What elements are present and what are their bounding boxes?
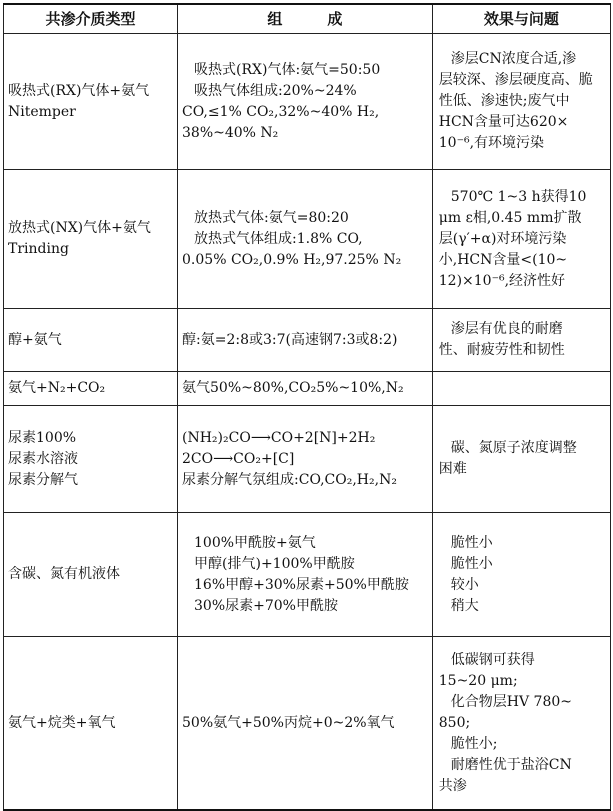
cell-line: 脆性小; (450, 735, 498, 752)
cell-line: 放热式(NX)气体+氨气 (8, 220, 151, 236)
cell-line: 850; (438, 714, 471, 731)
media-type-cell (4, 406, 178, 513)
cell-line: HCN含量可达620× (438, 114, 569, 130)
cell-line: 层较深、渗层硬度高、脆 (438, 72, 593, 88)
cell-line: 醇:氨=2:8或3:7(高速钢7:3或8:2) (182, 331, 398, 348)
cell-line: 小,HCN含量<(10~ (438, 251, 568, 268)
cell-line: 氨气+烷类+氧气 (8, 714, 116, 731)
cell-line: 氨气50%~80%,CO₂5%~10%,N₂ (182, 380, 404, 396)
cell-line: 15~20 μm; (438, 672, 518, 689)
header-effect: 效果与问题 (432, 4, 610, 34)
cell-line: 性、耐疲劳性和韧性 (438, 342, 565, 358)
cell-line: 放热式气体组成:1.8% CO, (194, 230, 363, 247)
cell-line: 尿素分解气氛组成:CO,CO₂,H₂,N₂ (182, 471, 397, 488)
cell-line: Nitemper (8, 103, 76, 120)
cell-line: 化合物层HV 780~ (450, 693, 572, 710)
cell-line: 含碳、氮有机液体 (8, 566, 120, 582)
cell-line: 570℃ 1~3 h获得10 (450, 188, 587, 205)
composition-cell (178, 170, 433, 309)
header-row (4, 4, 611, 34)
effect-cell (432, 406, 610, 513)
table-row (4, 637, 611, 811)
table-row (4, 372, 611, 406)
effect-cell (432, 170, 610, 309)
cell-line: 较小 (450, 576, 479, 593)
composition-cell (178, 637, 433, 811)
effect-cell (432, 513, 610, 637)
cell-line: 尿素分解气 (8, 471, 78, 488)
cell-line: CO,≤1% CO₂,32%~40% H₂, (182, 103, 380, 120)
cell-line: 吸热式(RX)气体+氨气 (8, 82, 150, 99)
cell-line: 100%甲酰胺+氨气 (194, 534, 316, 551)
composition-cell (178, 406, 433, 513)
effect-cell (432, 34, 610, 170)
media-type-cell (4, 637, 178, 811)
cell-line: 尿素水溶液 (8, 450, 78, 467)
nitrocarburizing-media-table (3, 3, 611, 811)
composition-cell (178, 372, 433, 406)
composition-cell (178, 34, 433, 170)
cell-line: 层(γ′+α)对环境污染 (438, 230, 567, 247)
cell-line: 困难 (438, 461, 467, 477)
cell-line: 低碳钢可获得 (450, 651, 535, 668)
cell-line: 尿素100% (8, 429, 77, 446)
cell-line: 稍大 (450, 597, 479, 614)
effect-cell-empty (432, 372, 610, 406)
cell-line: 醇+氨气 (8, 331, 62, 348)
cell-line: μm ε相,0.45 mm扩散 (438, 209, 582, 226)
cell-line: 12)×10⁻⁶,经济性好 (438, 272, 566, 289)
table-row (4, 170, 611, 309)
composition-cell (178, 513, 433, 637)
effect-cell (432, 309, 610, 372)
cell-line: 50%氨气+50%丙烷+0~2%氧气 (182, 714, 395, 731)
media-type-cell (4, 309, 178, 372)
cell-line: 10⁻⁶,有环境污染 (438, 135, 545, 151)
header-type: 共渗介质类型 (4, 4, 178, 34)
cell-line: 渗层有优良的耐磨 (450, 321, 563, 337)
cell-line: 38%~40% N₂ (182, 124, 279, 141)
media-type-cell (4, 513, 178, 637)
cell-line: 16%甲醇+30%尿素+50%甲酰胺 (194, 576, 409, 593)
cell-line: 0.05% CO₂,0.9% H₂,97.25% N₂ (182, 251, 402, 268)
media-type-cell (4, 34, 178, 170)
cell-line: 碳、氮原子浓度调整 (450, 440, 577, 456)
cell-line: 放热式气体:氨气=80:20 (194, 209, 349, 226)
cell-line: 耐磨性优于盐浴CN (450, 756, 572, 773)
cell-line: 甲醇(排气)+100%甲酰胺 (194, 555, 355, 572)
cell-line: 共渗 (438, 777, 467, 794)
table-row (4, 34, 611, 170)
table-row (4, 406, 611, 513)
cell-line: Trinding (8, 241, 69, 257)
cell-line: 吸热式(RX)气体:氨气=50:50 (194, 61, 381, 78)
cell-line: 渗层CN浓度合适,渗 (450, 51, 577, 67)
header-composition: 组 成 (178, 4, 433, 34)
media-type-cell (4, 170, 178, 309)
cell-line: (NH₂)₂CO⟶CO+2[N]+2H₂ (182, 429, 376, 446)
table-row (4, 513, 611, 637)
cell-line: 吸热气体组成:20%~24% (194, 82, 357, 99)
cell-line: 氨气+N₂+CO₂ (8, 380, 106, 396)
media-type-cell (4, 372, 178, 406)
effect-cell (432, 637, 610, 811)
cell-line: 2CO⟶CO₂+[C] (182, 450, 295, 467)
composition-cell (178, 309, 433, 372)
cell-line: 30%尿素+70%甲酰胺 (194, 597, 338, 614)
cell-line: 脆性小 (450, 534, 493, 551)
table-row (4, 309, 611, 372)
cell-line: 性低、渗速快;废气中 (438, 93, 570, 109)
cell-line: 脆性小 (450, 555, 493, 572)
